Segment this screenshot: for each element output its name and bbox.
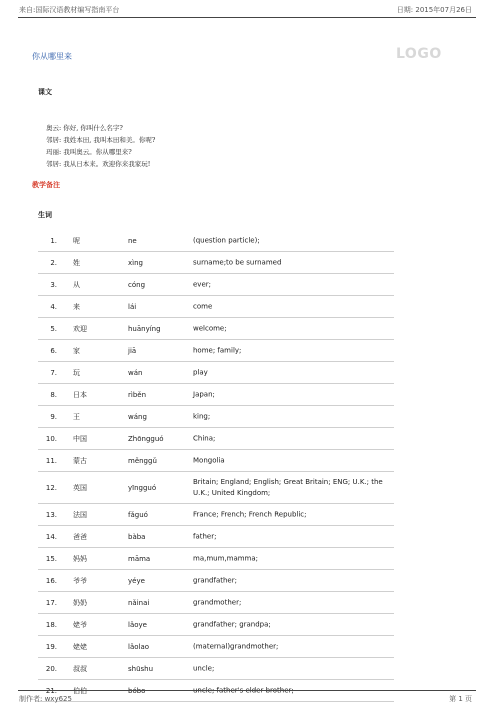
- row-english: Mongolia: [193, 456, 225, 464]
- row-english: uncle;: [193, 664, 215, 672]
- row-pinyin: nǎinai: [128, 598, 150, 607]
- row-hanzi: 法国: [73, 510, 87, 519]
- row-english: China;: [193, 434, 216, 442]
- header-source: 来自:国际汉语教材编写指南平台: [19, 6, 120, 14]
- row-pinyin: lái: [128, 302, 137, 311]
- table-row: [38, 472, 394, 504]
- row-hanzi: 英国: [73, 483, 87, 492]
- footer-author: 制作者: wxy625: [19, 695, 72, 703]
- row-hanzi: 来: [73, 302, 80, 311]
- row-pinyin: lǎoye: [128, 620, 147, 629]
- row-pinyin: měnggǔ: [128, 456, 157, 465]
- row-english: ma,mum,mamma;: [193, 554, 259, 562]
- header-divider: [18, 17, 476, 18]
- row-pinyin: fǎguó: [128, 510, 148, 519]
- dialogue-line: 奥云: 你好, 你叫什么名字?: [46, 124, 123, 132]
- vocab-table: [38, 231, 394, 702]
- row-pinyin: bàba: [128, 532, 146, 541]
- row-hanzi: 欢迎: [73, 324, 87, 333]
- row-pinyin: wáng: [128, 412, 147, 421]
- row-english: welcome;: [193, 324, 227, 332]
- row-number: 8.: [50, 390, 57, 399]
- row-number: 16.: [45, 576, 57, 585]
- row-number: 6.: [50, 346, 57, 355]
- header-date: 日期: 2015年07月26日: [396, 6, 472, 14]
- row-english: ever;: [193, 280, 211, 288]
- logo: LOGO: [396, 46, 442, 62]
- row-pinyin: bóbo: [128, 686, 146, 695]
- table-row: [38, 658, 394, 680]
- row-pinyin: Zhōngguó: [128, 434, 164, 443]
- row-hanzi: 从: [73, 280, 80, 289]
- table-row: [38, 428, 394, 450]
- row-number: 2.: [50, 258, 57, 267]
- row-number: 7.: [50, 368, 57, 377]
- table-row: [38, 548, 394, 570]
- row-pinyin: cóng: [128, 280, 146, 289]
- row-pinyin: ne: [128, 237, 137, 245]
- row-number: 10.: [45, 434, 57, 443]
- table-row: [38, 450, 394, 472]
- row-hanzi: 叔叔: [73, 664, 87, 673]
- table-row: [38, 504, 394, 526]
- footer-divider: [18, 690, 476, 691]
- row-english: surname;to be surnamed: [193, 258, 282, 266]
- row-number: 11.: [45, 456, 57, 465]
- row-pinyin: huānyíng: [128, 324, 161, 333]
- section-text-heading: 课文: [38, 87, 52, 96]
- row-pinyin: xìng: [128, 258, 143, 267]
- dialogue-line: 邻居: 我姓本田, 我叫本田和美。你呢?: [46, 136, 156, 144]
- footer-page-number: 第 1 页: [449, 695, 472, 703]
- row-english: grandfather; grandpa;: [193, 620, 271, 628]
- table-row: [38, 274, 394, 296]
- row-english: uncle; father's elder brother;: [193, 686, 294, 694]
- row-hanzi: 妈妈: [73, 554, 87, 563]
- table-row: [38, 680, 394, 702]
- row-english: grandmother;: [193, 598, 242, 606]
- row-number: 5.: [50, 324, 57, 333]
- row-hanzi: 爷爷: [73, 576, 87, 585]
- section-vocab-heading: 生词: [38, 210, 52, 219]
- row-hanzi: 玩: [73, 368, 80, 377]
- dialogue-line: 邻居: 我从日本来。欢迎你来我家玩!: [46, 160, 151, 168]
- row-english: (maternal)grandmother;: [193, 642, 279, 650]
- row-pinyin: wán: [128, 368, 143, 377]
- row-pinyin: shūshu: [128, 664, 154, 673]
- table-row: [38, 231, 394, 252]
- row-english: grandfather;: [193, 576, 237, 584]
- row-pinyin: rìběn: [128, 390, 147, 399]
- table-row: [38, 252, 394, 274]
- table-row: [38, 318, 394, 340]
- row-english: come: [193, 302, 213, 310]
- table-row: [38, 570, 394, 592]
- table-row: [38, 384, 394, 406]
- row-english: (question particle);: [193, 236, 260, 245]
- row-english: king;: [193, 412, 211, 420]
- row-pinyin: yéye: [128, 576, 145, 585]
- row-english: Japan;: [193, 390, 215, 398]
- row-hanzi: 中国: [73, 434, 87, 443]
- row-hanzi: 奶奶: [73, 598, 87, 607]
- row-english: Britain; England; English; Great Britain; ENG; U.K.; the U.K.; United Kingdom;: [193, 477, 383, 497]
- row-pinyin: lǎolao: [128, 642, 150, 651]
- row-pinyin: jiā: [128, 346, 137, 355]
- table-row: [38, 592, 394, 614]
- row-number: 3.: [50, 280, 57, 289]
- row-number: 17.: [45, 598, 57, 607]
- row-number: 13.: [45, 510, 57, 519]
- row-pinyin: māma: [128, 554, 151, 563]
- row-number: 14.: [45, 532, 57, 541]
- row-hanzi: 姥姥: [73, 642, 87, 651]
- row-hanzi: 姥爷: [73, 620, 87, 629]
- row-english: home; family;: [193, 346, 242, 354]
- section-notes-heading: 教学备注: [32, 180, 60, 189]
- table-row: [38, 406, 394, 428]
- row-number: 15.: [45, 554, 57, 563]
- row-hanzi: 日本: [73, 390, 87, 399]
- row-hanzi: 爸爸: [73, 532, 87, 541]
- row-hanzi: 王: [73, 412, 80, 421]
- row-number: 12.: [45, 483, 57, 492]
- row-hanzi: 蒙古: [73, 456, 87, 465]
- row-number: 20.: [45, 664, 57, 673]
- row-number: 1.: [50, 237, 57, 245]
- row-english: father;: [193, 532, 217, 540]
- table-row: [38, 526, 394, 548]
- row-number: 18.: [45, 620, 57, 629]
- row-hanzi: 姓: [73, 258, 80, 267]
- row-number: 4.: [50, 302, 57, 311]
- row-english: France; French; French Republic;: [193, 510, 307, 518]
- table-row: [38, 362, 394, 384]
- table-row: [38, 614, 394, 636]
- table-row: [38, 636, 394, 658]
- row-number: 21.: [45, 686, 57, 695]
- row-number: 9.: [50, 412, 57, 421]
- row-number: 19.: [45, 642, 57, 651]
- table-row: [38, 296, 394, 318]
- row-pinyin: yīngguó: [128, 483, 157, 492]
- row-hanzi: 呢: [73, 237, 80, 245]
- dialogue: [46, 122, 155, 170]
- row-english: play: [193, 368, 208, 376]
- lesson-title: 你从哪里来: [32, 52, 72, 61]
- dialogue-line: 玛丽: 我叫奥云。你从哪里来?: [46, 148, 132, 156]
- row-hanzi: 伯伯: [73, 686, 87, 695]
- row-hanzi: 家: [73, 346, 80, 355]
- table-row: [38, 340, 394, 362]
